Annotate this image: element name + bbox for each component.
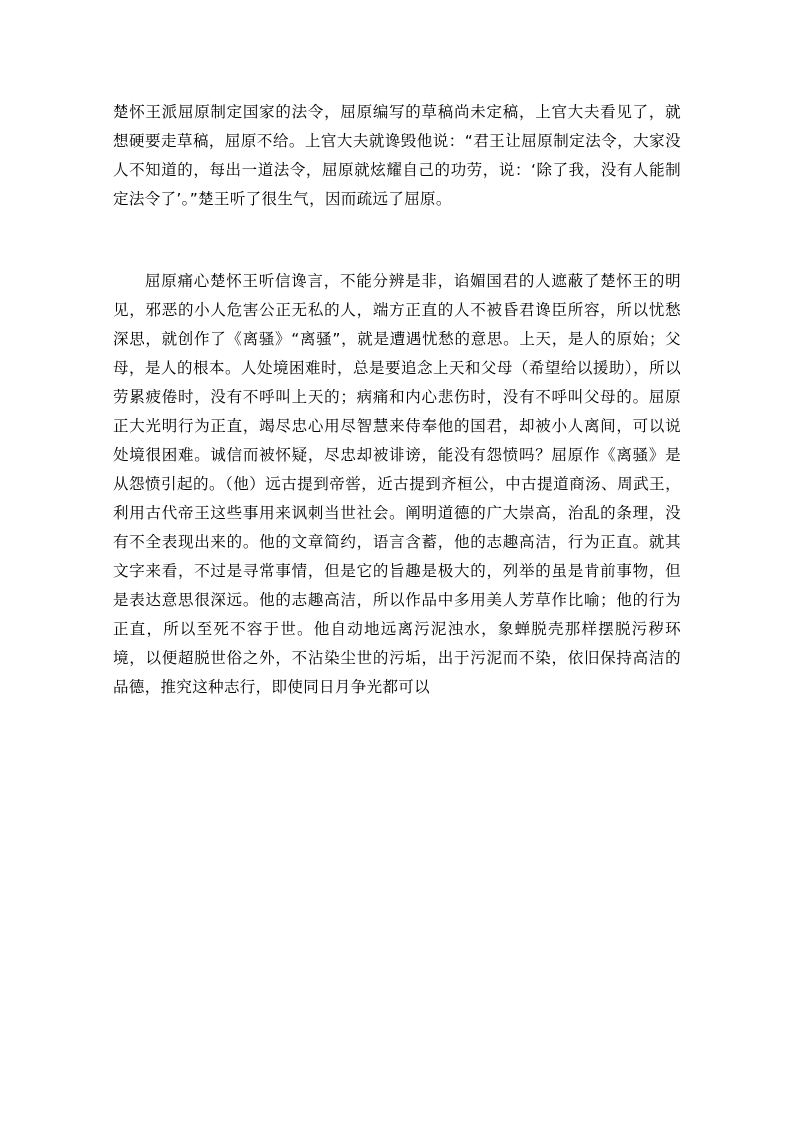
paragraph-1: 楚怀王派屈原制定国家的法令，屈原编写的草稿尚未定稿，上官大夫看见了，就想硬要走草稿，屈原不给。上官大夫就谗毁他说：“君王让屈原制定法令，大家没人不知道的，每出一道法令，屈原就炫耀自己的功劳，说：‘除了我，没有人能制定法令了’。”楚王听了很生气，因而疏远了屈原。	[113, 103, 681, 208]
paragraph-2: 屈原痛心楚怀王听信谗言，不能分辨是非，谄媚国君的人遮蔽了楚怀王的明见，邪恶的小人危害公正无私的人，端方正直的人不被昏君谗臣所容，所以忧愁深思，就创作了《离骚》“离骚”，就是遭遇忧愁的意思。上天，是人的原始；父母，是人的根本。人处境困难时，总是要追念上天和父母（希望给以援助），所以劳累疲倦时，没有不呼叫上天的；病痛和内心悲伤时，没有不呼叫父母的。屈原正大光明行为正直，竭尽忠心用尽智慧来侍奉他的国君，却被小人离间，可以说处境很困难。诚信而被怀疑，尽忠却被诽谤，能没有怨愤吗？屈原作《离骚》是从怨愤引起的。（他）远古提到帝喾，近古提到齐桓公，中古提道商汤、周武王，利用古代帝王这些事用来讽刺当世社会。阐明道德的广大崇高，治乱的条理，没有不全表现出来的。他的文章简约，语言含蓄，他的志趣高洁，行为正直。就其文字来看，不过是寻常事情，但是它的旨趣是极大的，列举的虽是肯前事物，但是表达意思很深远。他的志趣高洁，所以作品中多用美人芳草作比喻；他的行为正直，所以至死不容于世。他自动地远离污泥浊水，象蝉脱壳那样摆脱污秽环境，以便超脱世俗之外，不沾染尘世的污垢，出于污泥而不染，依旧保持高洁的品德，推究这种志行，即使同日月争光都可以	[113, 272, 681, 696]
